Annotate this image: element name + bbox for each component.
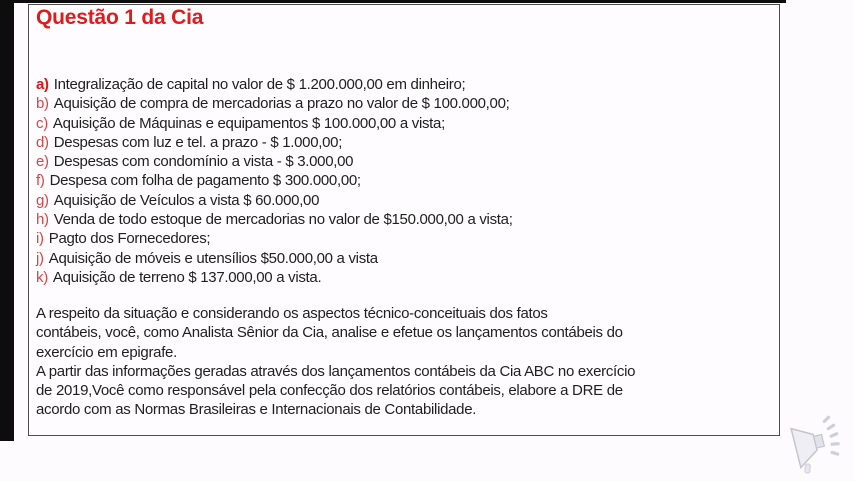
question-item-b <box>36 94 513 113</box>
question-item-d <box>36 133 513 152</box>
item-letter: b) <box>36 95 49 113</box>
question-item-f <box>36 171 513 190</box>
question-item-i <box>36 229 513 248</box>
letterbox-top-bar <box>0 0 786 3</box>
item-letter: i) <box>36 230 44 248</box>
question-item-g <box>36 191 513 210</box>
item-letter: h) <box>36 211 49 229</box>
item-letter: j) <box>36 249 44 267</box>
item-text: Aquisição de Máquinas e equipamentos $ 100.000,00 a vista; <box>52 114 445 132</box>
item-letter: c) <box>36 114 48 132</box>
letterbox-left-bar <box>0 0 14 441</box>
item-text: Aquisição de móveis e utensílios $50.000,00 a vista <box>48 249 378 267</box>
paragraph-2-line-1: A partir das informações geradas através dos lançamentos contábeis da Cia ABC no exercício <box>36 362 636 380</box>
question-item-a <box>36 75 513 94</box>
question-textbox <box>28 4 780 436</box>
speaker-icon[interactable] <box>786 412 844 476</box>
item-text: Pagto dos Fornecedores; <box>48 230 211 248</box>
paragraph-1-line-1: A respeito da situação e considerando os aspectos técnico-conceituais dos fatos <box>36 305 548 322</box>
question-item-c <box>36 114 513 133</box>
question-item-k <box>36 268 513 287</box>
item-text: Aquisição de Veículos a vista $ 60.000,00 <box>53 191 320 209</box>
question-item-list <box>36 75 513 287</box>
page-title: Questão 1 da Cia <box>36 6 204 29</box>
item-letter: k) <box>36 268 48 286</box>
item-letter: d) <box>36 133 49 151</box>
item-letter: g) <box>36 191 49 209</box>
item-text: Integralização de capital no valor de $ 1.200.000,00 em dinheiro; <box>53 76 466 93</box>
item-text: Despesa com folha de pagamento $ 300.000,00; <box>49 172 361 190</box>
item-text: Aquisição de terreno $ 137.000,00 a vista. <box>52 268 322 286</box>
item-letter: e) <box>36 153 49 171</box>
question-item-e <box>36 152 513 171</box>
item-letter: f) <box>36 172 45 190</box>
paragraph-2-line-3: acordo com as Normas Brasileiras e Internacionais de Contabilidade. <box>36 401 477 419</box>
item-text: Aquisição de compra de mercadorias a prazo no valor de $ 100.000,00; <box>53 95 510 113</box>
paragraph-1-line-2: contábeis, você, como Analista Sênior da Cia, analise e efetue os lançamentos contábeis do <box>36 324 623 342</box>
question-item-h <box>36 210 513 229</box>
paragraph-1-line-3: exercício em epigrafe. <box>36 343 177 361</box>
item-text: Despesas com luz e tel. a prazo - $ 1.000,00; <box>53 133 343 151</box>
item-letter: a) <box>36 76 49 93</box>
item-text: Despesas com condomínio a vista - $ 3.000,00 <box>53 153 354 171</box>
paragraph-2-line-2: de 2019,Você como responsável pela confecção dos relatórios contábeis, elabore a DRE de <box>36 382 623 400</box>
item-text: Venda de todo estoque de mercadorias no valor de $150.000,00 a vista; <box>53 211 513 229</box>
question-item-j <box>36 249 513 268</box>
instruction-paragraphs <box>36 304 635 420</box>
